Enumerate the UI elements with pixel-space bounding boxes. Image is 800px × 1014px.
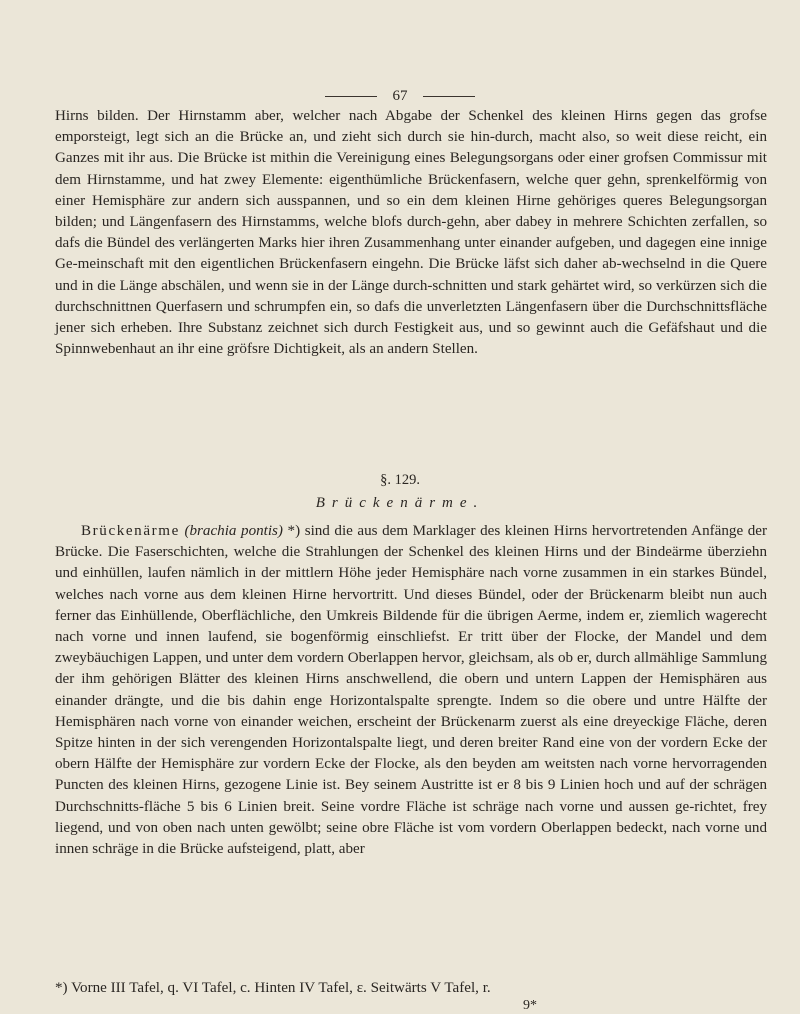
footnote-marker: *) bbox=[282, 523, 301, 539]
paragraph-2 bbox=[55, 521, 767, 860]
page-number: 67 bbox=[392, 88, 408, 104]
paragraph-1-text: Hirns bilden. Der Hirnstamm aber, welcher nach Abgabe der Schenkel des kleinen Hirns gegen das grofse emporsteigt, legt sich an die Brücke an, und zieht sich durch sie hin-durch, macht also, so weit diese reicht, ein Ganzes mit ihr aus. Die Brücke ist mithin die Vereinigung eines Belegungsorgans oder einer grofsen Commissur mit dem Hirnstamme, und hat zwey Elemente: eigenthümliche Brückenfasern, welche quer gehn, sprenkelförmig von einer Hemisphäre zur andern sich ausspannen, und so ein dem kleinen Hirne gehöriges queres Belegungsorgan bilden; und Längenfasern des Hirnstamms, welche blofs durch-gehn, aber dabey in mehrere Schichten zerfallen, so dafs die Bündel des verlängerten Marks hier ihren Zusammenhang unter einander aufgeben, und dagegen eine innige Ge-meinschaft mit den eigentlichen Brückenfasern eingehn. Die Brücke läfst sich daher ab-wechselnd in die Quere und in die Länge abschälen, und wenn sie in der Länge durch-schnitten und stark gehärtet wird, so verkürzen sich die durchschnittnen Querfasern und schrumpfen ein, so dafs die unverletzten Längenfasern über die Durchschnittsfläche jener sich erheben. Ihre Substanz zeichnet sich durch Festigkeit aus, und so gewinnt auch die Gefäfshaut und die Spinnwebenhaut an ihr eine gröfsre Dichtigkeit, als an andern Stellen. bbox=[55, 108, 767, 358]
page-header bbox=[0, 88, 800, 105]
signature-mark: 9* bbox=[523, 998, 537, 1013]
header-rule-right bbox=[423, 96, 475, 97]
footnote: *) Vorne III Tafel, q. VI Tafel, c. Hinten IV Tafel, ε. Seitwärts V Tafel, r. bbox=[55, 980, 491, 996]
section-number: §. 129. bbox=[380, 472, 420, 488]
lead-term: Brückenärme bbox=[81, 523, 180, 539]
section-title: Brückenärme. bbox=[315, 495, 485, 511]
header-rule-left bbox=[325, 96, 377, 97]
paragraph-1 bbox=[55, 106, 767, 360]
paragraph-2-content bbox=[55, 521, 767, 860]
paragraph-2-text: sind die aus dem Marklager des kleinen Hirns hervortretenden Anfänge der Brücke. Die Faserschichten, welche die Strahlungen der Schenkel des kleinen Hirns und der Bindeärme überziehn und einhüllen, laufen nämlich in der mittlern Höhe jeder Hemisphäre nach vorne zusammen in ein starkes Bündel, welches nach vorne aus dem kleinen Hirne hervortritt. Und dieses Bündel, oder der Brückenarm bleibt nun auch ferner das Einhüllende, Oberflächliche, den Umkreis Bildende für die übrigen Aerme, indem er, ziemlich wagerecht nach vorne und innen laufend, sie bogenförmig einschliefst. Er tritt über der Flocke, der Mandel und dem zweybäuchigen Lappen, und unter dem vordern Oberlappen hervor, gleichsam, als ob er, durch allmählige Sammlung der ihm gehörigen Blätter des kleinen Hirns anschwellend, die obern und untern Lappen der Hemisphären aus einander drängte, und die bis dahin enge Horizontalspalte sprengte. Indem so die obere und untre Hälfte der Hemisphären nach vorne von einander weichen, erscheint der Brückenarm zuerst als eine dreyeckige Fläche, deren Spitze hinten in der sich verengenden Horizontalspalte liegt, und deren breiter Rand eine von der vordern Ecke der obern Hälfte der Hemisphäre zur vordern Ecke der Flocke, als den beyden am weitsten nach vorne hervorragenden Puncten des kleinen Hirns, gezogene Linie ist. Bey seinem Austritte ist er 8 bis 9 Linien hoch und auf der schrägen Durchschnitts-fläche 5 bis 6 Linien breit. Seine vordre Fläche ist schräge nach vorne und aussen ge-richtet, frey liegend, und von oben nach unten gewölbt; seine obre Fläche ist vom vordern Oberlappen bedeckt, nach vorne und innen schräge in die Brücke aufsteigend, platt, aber bbox=[55, 523, 767, 858]
latin-term: (brachia pontis) bbox=[184, 523, 283, 539]
